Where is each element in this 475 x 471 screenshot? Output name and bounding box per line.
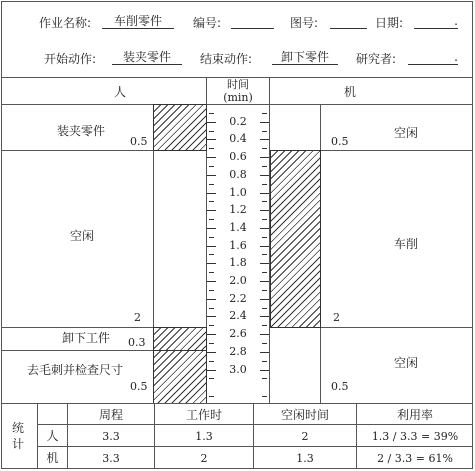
stats-header-cycle: 周程 (98, 408, 123, 422)
time-minor-tick (262, 290, 267, 291)
time-tick-right (260, 193, 269, 194)
person-work-bar-clamp (153, 104, 207, 151)
time-tick-label: 0.6 (229, 150, 247, 164)
stats-cell: 2 (301, 430, 309, 443)
time-tick-left (207, 370, 216, 371)
time-unit: (min) (223, 91, 253, 104)
time-tick-label: 2.4 (229, 309, 247, 323)
stats-cell: 3.3 (102, 430, 120, 443)
time-tick-right (260, 299, 269, 300)
start-action-field: 装夹零件 (112, 50, 182, 65)
time-tick-left (207, 228, 216, 229)
time-tick-label: 1.6 (229, 238, 247, 252)
machine-step-duration: 0.5 (331, 135, 349, 148)
date-label: 日期: (375, 16, 404, 30)
time-tick-right (260, 370, 269, 371)
number-field (231, 14, 274, 29)
stats-side-label: 统计 (11, 421, 24, 451)
time-minor-tick (209, 219, 214, 220)
machine-step-label: 空闲 (394, 356, 419, 370)
time-tick-label: 0.2 (229, 114, 247, 128)
time-tick-left (207, 334, 216, 335)
time-tick-right (260, 139, 269, 140)
person-step-duration: 0.5 (130, 380, 148, 393)
time-column-header: 时间 (227, 78, 249, 91)
machine-step-duration: 2 (333, 311, 340, 324)
time-tick-right (260, 352, 269, 353)
person-step-label: 空闲 (70, 229, 95, 243)
drawing-number-label: 图号: (290, 16, 319, 30)
time-minor-tick (262, 148, 267, 149)
time-tick-left (207, 263, 216, 264)
machine-step-duration: 0.5 (331, 380, 349, 393)
time-tick-right (260, 246, 269, 247)
time-minor-tick (262, 308, 267, 309)
time-minor-tick (209, 237, 214, 238)
time-minor-tick (262, 378, 267, 379)
stats-row-name: 人 (46, 429, 59, 443)
time-minor-tick (209, 361, 214, 362)
time-minor-tick (262, 166, 267, 167)
time-tick-left (207, 281, 216, 282)
time-tick-left (207, 157, 216, 158)
person-step-duration: 0.5 (130, 135, 148, 148)
time-tick-label: 1.4 (229, 220, 247, 234)
time-minor-tick (262, 272, 267, 273)
time-minor-tick (209, 396, 214, 397)
time-tick-label: 2.0 (229, 274, 247, 287)
time-minor-tick (262, 361, 267, 362)
time-tick-left (207, 175, 216, 176)
time-tick-right (260, 316, 269, 317)
stats-cell: 2 / 3.3 = 61% (377, 452, 453, 465)
time-minor-tick (262, 254, 267, 255)
time-minor-tick (262, 219, 267, 220)
time-tick-left (207, 352, 216, 353)
stats-cell: 3.3 (102, 452, 120, 465)
time-minor-tick (262, 325, 267, 326)
stats-cell: 2 (200, 452, 208, 465)
researcher-label: 研究者: (356, 52, 397, 66)
time-minor-tick (262, 237, 267, 238)
time-tick-right (260, 334, 269, 335)
end-action-field: 卸下零件 (272, 50, 338, 65)
person-step-duration: 2 (134, 311, 141, 324)
person-column-header: 人 (113, 85, 126, 99)
time-tick-label: 0.4 (229, 132, 247, 146)
time-minor-tick (262, 131, 267, 132)
time-tick-left (207, 299, 216, 300)
machine-step-label: 车削 (394, 237, 419, 251)
time-tick-left (207, 246, 216, 247)
machine-work-bar-turning (270, 150, 321, 328)
end-action-label: 结束动作: (200, 52, 253, 66)
drawing-number-field (330, 14, 367, 29)
time-minor-tick (262, 113, 267, 114)
time-minor-tick (209, 325, 214, 326)
time-tick-label: 2.8 (229, 344, 247, 358)
time-tick-right (260, 281, 269, 282)
stats-cell: 1.3 (195, 430, 213, 443)
stats-cell: 1.3 (296, 452, 314, 465)
time-tick-left (207, 316, 216, 317)
time-minor-tick (262, 184, 267, 185)
job-name-label: 作业名称: (39, 16, 92, 30)
time-tick-label: 1.2 (229, 203, 247, 217)
date-field: . (414, 14, 458, 29)
time-tick-right (260, 175, 269, 176)
time-minor-tick (209, 148, 214, 149)
time-minor-tick (209, 113, 214, 114)
time-minor-tick (209, 308, 214, 309)
time-tick-right (260, 228, 269, 229)
researcher-field: . (408, 50, 458, 65)
time-tick-left (207, 122, 216, 123)
start-action-label: 开始动作: (44, 52, 97, 66)
job-name-field: 车削零件 (102, 14, 174, 29)
time-tick-left (207, 193, 216, 194)
time-tick-label: 0.8 (229, 167, 247, 181)
stats-cell: 1.3 / 3.3 = 39% (371, 430, 459, 443)
stats-header-util: 利用率 (396, 408, 433, 422)
time-tick-label: 2.6 (229, 327, 247, 341)
number-label: 编号: (193, 16, 222, 30)
stats-header-work: 工作时 (185, 408, 222, 422)
time-tick-left (207, 210, 216, 211)
time-tick-right (260, 122, 269, 123)
time-minor-tick (209, 272, 214, 273)
time-minor-tick (209, 166, 214, 167)
person-work-bar-deburr (153, 350, 207, 404)
person-step-label: 去毛刺并检查尺寸 (27, 363, 124, 377)
person-step-duration: 0.3 (128, 336, 146, 349)
time-minor-tick (209, 378, 214, 379)
machine-step-label: 空闲 (394, 126, 419, 140)
time-tick-label: 2.2 (229, 291, 247, 305)
time-minor-tick (209, 184, 214, 185)
time-tick-label: 1.0 (229, 185, 247, 199)
person-step-label: 装夹零件 (57, 124, 106, 138)
time-minor-tick (209, 201, 214, 202)
time-tick-left (207, 139, 216, 140)
time-tick-label: 1.8 (229, 256, 247, 270)
time-minor-tick (262, 343, 267, 344)
time-minor-tick (209, 343, 214, 344)
time-tick-right (260, 210, 269, 211)
person-work-bar-unload (153, 327, 207, 351)
time-minor-tick (209, 290, 214, 291)
time-minor-tick (262, 201, 267, 202)
stats-header-idle: 空闲时间 (280, 408, 329, 422)
time-tick-right (260, 263, 269, 264)
machine-column-header: 机 (343, 85, 356, 99)
time-minor-tick (209, 131, 214, 132)
person-step-label: 卸下工件 (62, 331, 111, 345)
time-minor-tick (209, 254, 214, 255)
time-tick-label: 3.0 (229, 362, 247, 376)
time-minor-tick (262, 396, 267, 397)
stats-row-name: 机 (46, 451, 59, 465)
time-tick-right (260, 157, 269, 158)
